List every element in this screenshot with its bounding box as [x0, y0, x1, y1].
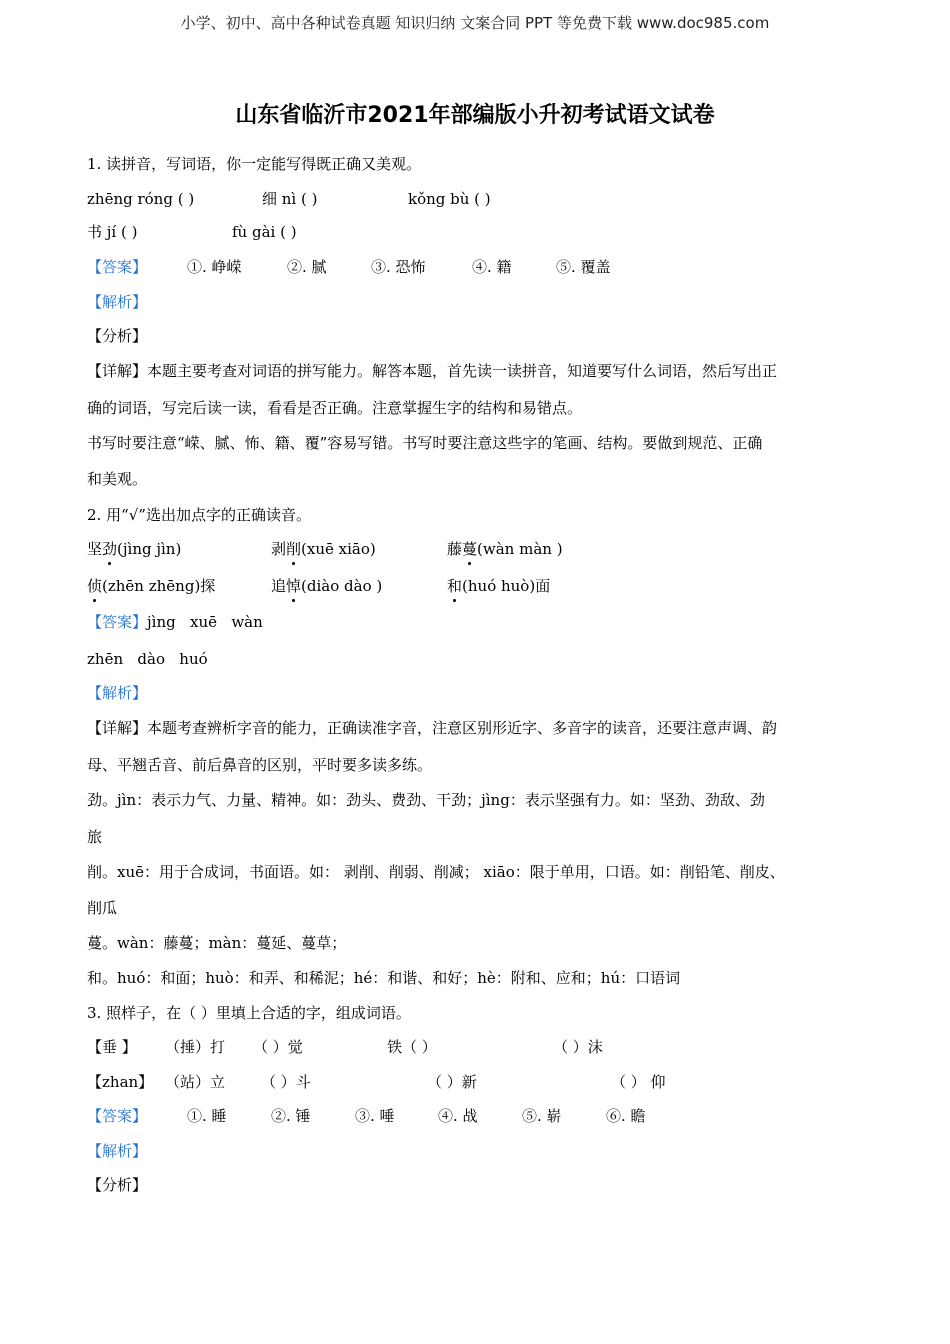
dotted-char: 和 — [447, 577, 463, 595]
answer-item: ④. 籍 — [472, 258, 512, 276]
answer-item: ⑥. 瞻 — [606, 1107, 646, 1125]
q2-item: 侦(zhēn zhēng)探 — [87, 577, 216, 595]
q2-detail-line: 母、平翘舌音、前后鼻音的区别，平时要多读多练。 — [87, 756, 433, 774]
answer-item: ⑤. 崭 — [522, 1107, 562, 1125]
q2-detail-line: 蔓。wàn：藤蔓；màn：蔓延、蔓草； — [87, 934, 347, 952]
q2-answer-line-2: zhēn dào huó — [87, 650, 208, 668]
q3-item: （ ） 仰 — [611, 1073, 666, 1091]
q2-question: 2. 用“√”选出加点字的正确读音。 — [87, 506, 311, 524]
answer-item: ⑤. 覆盖 — [556, 258, 611, 276]
analysis-label: 【解析】 — [87, 293, 148, 311]
q1-detail-line: 书写时要注意“嵘、腻、怖、籍、覆”容易写错。书写时要注意这些字的笔画、结构。要做到规范、正确 — [87, 434, 763, 452]
q3-item: 【zhan】 — [87, 1073, 154, 1091]
q2-detail-line: 旅 — [87, 828, 103, 846]
q1-item: fù gài ( ) — [232, 223, 297, 241]
q3-item: （ ）斗 — [261, 1073, 311, 1091]
q2-answer-row — [87, 612, 263, 632]
q1-item: 书 jí ( ) — [87, 223, 138, 241]
q2-item: 追悼(diào dào ) — [271, 577, 383, 595]
dotted-char: 削 — [286, 540, 302, 558]
answer-label: 【答案】 — [87, 258, 148, 276]
q3-item: （ ）觉 — [253, 1038, 303, 1056]
analysis-label: 【解析】 — [87, 684, 148, 702]
q3-item: （ ）新 — [427, 1073, 477, 1091]
q2-item: 坚劲(jìng jìn) — [87, 540, 182, 558]
answer-label: 【答案】 — [87, 613, 148, 631]
dotted-char: 劲 — [102, 540, 118, 558]
answer-item: ③. 恐怖 — [371, 258, 426, 276]
answer-text: jìng xuē wàn — [147, 613, 263, 631]
dotted-char: 蔓 — [462, 540, 478, 558]
q3-item: 【垂 】 — [87, 1038, 137, 1056]
answer-item: ④. 战 — [438, 1107, 478, 1125]
q1-detail-line: 确的词语，写完后读一读，看看是否正确。注意掌握生字的结构和易错点。 — [87, 399, 583, 417]
q3-item: 铁（ ） — [387, 1038, 437, 1056]
q2-detail-line: 削。xuē：用于合成词，书面语。如： 剥削、削弱、削减； xiāo：限于单用，口语。如：削铅笔、削皮、 — [87, 863, 785, 881]
q2-detail-line: 劲。jìn：表示力气、力量、精神。如：劲头、费劲、干劲；jìng：表示坚强有力。如：坚劲、劲敌、劲 — [87, 791, 765, 809]
answer-item: ①. 睡 — [187, 1107, 227, 1125]
dotted-char: 侦 — [87, 577, 103, 595]
q2-detail-line: 和。huó：和面；huò：和弄、和稀泥；hé：和谐、和好；hè：附和、应和；hú：口语词 — [87, 969, 681, 987]
q3-item: （捶）打 — [165, 1038, 226, 1056]
q3-question: 3. 照样子，在（ ）里填上合适的字，组成词语。 — [87, 1004, 411, 1022]
fenxi-label: 【分析】 — [87, 1176, 148, 1194]
answer-item: ①. 峥嵘 — [187, 258, 242, 276]
answer-item: ②. 锤 — [271, 1107, 311, 1125]
q3-item: （站）立 — [165, 1073, 226, 1091]
dotted-char: 悼 — [286, 577, 302, 595]
q1-detail-line: 【详解】本题主要考查对词语的拼写能力。解答本题，首先读一读拼音，知道要写什么词语，然后写出正 — [87, 362, 778, 380]
fenxi-label: 【分析】 — [87, 327, 148, 345]
q1-item: zhēng róng ( ) — [87, 190, 195, 208]
q2-item: 和(huó huò)面 — [447, 577, 551, 595]
answer-item: ③. 唾 — [355, 1107, 395, 1125]
q1-question: 1. 读拼音，写词语，你一定能写得既正确又美观。 — [87, 155, 422, 173]
page-title: 山东省临沂市2021年部编版小升初考试语文试卷 — [235, 103, 715, 128]
q2-detail-line: 【详解】本题考查辨析字音的能力，正确读准字音，注意区别形近字、多音字的读音，还要注意声调、韵 — [87, 719, 778, 737]
q2-detail-line: 削瓜 — [87, 899, 118, 917]
q2-item: 藤蔓(wàn màn ) — [447, 540, 563, 558]
q1-item: kǒng bù ( ) — [408, 190, 491, 208]
q2-item: 剥削(xuē xiāo) — [271, 540, 376, 558]
q1-detail-line: 和美观。 — [87, 470, 148, 488]
site-header-banner: 小学、初中、高中各种试卷真题 知识归纳 文案合同 PPT 等免费下载 www.doc985.com — [180, 14, 770, 32]
analysis-label: 【解析】 — [87, 1142, 148, 1160]
answer-item: ②. 腻 — [287, 258, 327, 276]
q1-item: 细 nì ( ) — [262, 190, 318, 208]
answer-label: 【答案】 — [87, 1107, 148, 1125]
q3-item: （ ）沫 — [553, 1038, 603, 1056]
